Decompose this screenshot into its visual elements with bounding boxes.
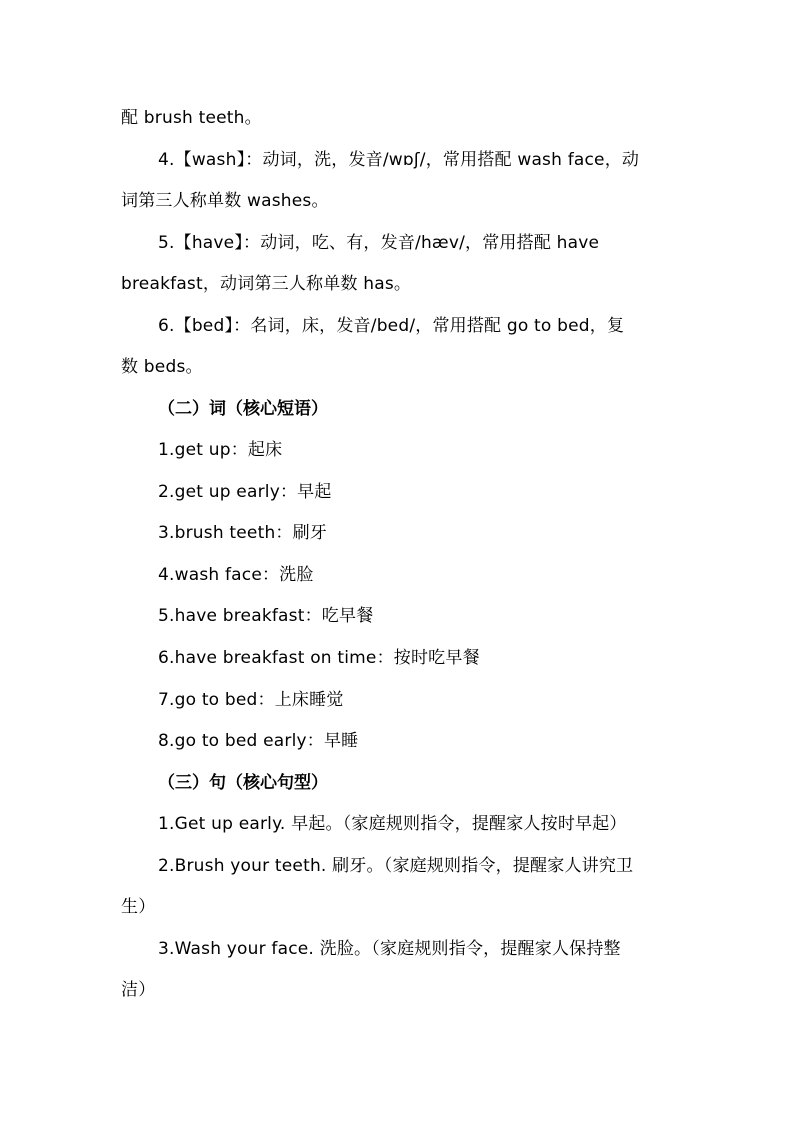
paragraph-6-line-1: 6.【bed】：名词，床，发音/bed/，常用搭配 go to bed，复 [158, 316, 625, 336]
phrase-item: 4.wash face：洗脸 [158, 565, 314, 585]
sentence-1: 1.Get up early. 早起。（家庭规则指令，提醒家人按时早起） [158, 814, 627, 834]
phrase-item: 6.have breakfast on time：按时吃早餐 [158, 648, 480, 668]
paragraph-4-line-2: 词第三人称单数 washes。 [121, 191, 329, 211]
phrase-item: 5.have breakfast：吃早餐 [158, 606, 374, 626]
sentence-3-line-2: 洁） [121, 980, 156, 1000]
section-2-heading: （二）词（核心短语） [158, 399, 328, 419]
sentence-2-line-2: 生） [121, 897, 156, 917]
phrase-item: 2.get up early：早起 [158, 482, 332, 502]
phrase-item: 1.get up：起床 [158, 440, 283, 460]
paragraph-5-line-1: 5.【have】：动词，吃、有，发音/hæv/，常用搭配 have [158, 233, 600, 253]
phrase-item: 3.brush teeth：刷牙 [158, 523, 328, 543]
paragraph-4-line-1: 4.【wash】：动词，洗，发音/wɒʃ/，常用搭配 wash face，动 [158, 150, 640, 170]
sentence-2-line-1: 2.Brush your teeth. 刷牙。（家庭规则指令，提醒家人讲究卫 [158, 856, 634, 876]
paragraph-5-line-2: breakfast，动词第三人称单数 has。 [121, 274, 412, 294]
paragraph-6-line-2: 数 beds。 [121, 357, 203, 377]
paragraph-3-continuation: 配 brush teeth。 [121, 108, 262, 128]
sentence-3-line-1: 3.Wash your face. 洗脸。（家庭规则指令，提醒家人保持整 [158, 939, 621, 959]
phrase-item: 7.go to bed：上床睡觉 [158, 690, 344, 710]
section-3-heading: （三）句（核心句型） [158, 773, 328, 793]
phrase-item: 8.go to bed early：早睡 [158, 731, 359, 751]
